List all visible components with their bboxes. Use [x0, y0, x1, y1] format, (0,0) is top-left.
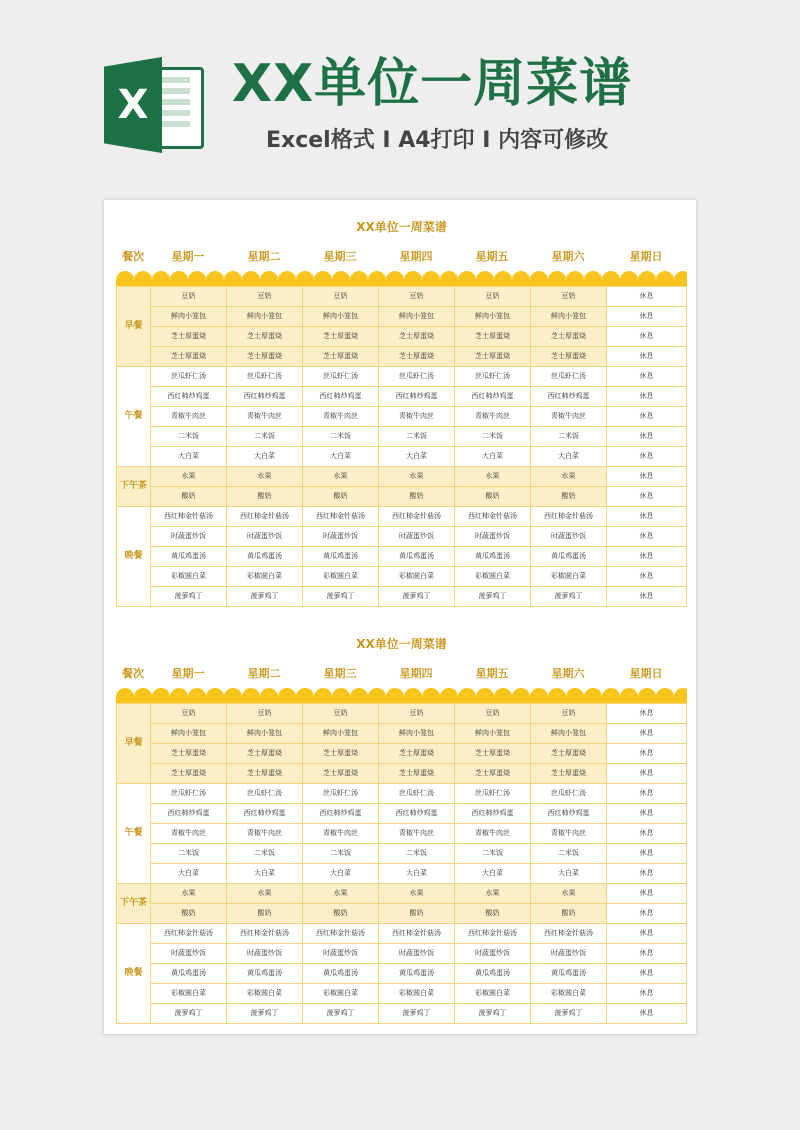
dish-cell[interactable]: 菠萝鸡丁: [303, 1004, 379, 1024]
dish-cell[interactable]: 丝瓜虾仁汤: [531, 784, 607, 804]
rest-cell[interactable]: 休息: [607, 287, 687, 307]
dish-cell[interactable]: 西红柿金针菇汤: [303, 924, 379, 944]
dish-cell[interactable]: 豆奶: [379, 287, 455, 307]
weekday-header: 星期二: [247, 667, 281, 680]
weekday-header: 星期三: [323, 667, 357, 680]
dish-cell[interactable]: 酸奶: [151, 904, 227, 924]
dish-cell[interactable]: 西红柿金针菇汤: [151, 924, 227, 944]
dish-cell[interactable]: 彩椒圆白菜: [379, 567, 455, 587]
dish-cell[interactable]: 芝士厚蛋烧: [227, 764, 303, 784]
dish-cell[interactable]: 西红柿金针菇汤: [531, 507, 607, 527]
dish-cell[interactable]: 豆奶: [151, 287, 227, 307]
table-row: [117, 427, 687, 447]
dish-cell[interactable]: 鲜肉小笼包: [531, 724, 607, 744]
weekday-header: 星期六: [551, 667, 585, 680]
meal-column-header: 餐次: [122, 667, 144, 680]
dish-cell[interactable]: 芝士厚蛋烧: [531, 327, 607, 347]
dish-cell[interactable]: 彩椒圆白菜: [227, 567, 303, 587]
dish-cell[interactable]: 大白菜: [303, 447, 379, 467]
dish-cell[interactable]: 菠萝鸡丁: [455, 587, 531, 607]
dish-cell[interactable]: 时蔬蛋炒饭: [227, 944, 303, 964]
dish-cell[interactable]: 时蔬蛋炒饭: [227, 527, 303, 547]
rest-cell[interactable]: 休息: [607, 844, 687, 864]
dish-cell[interactable]: 水果: [151, 884, 227, 904]
dish-cell[interactable]: 二米饭: [303, 427, 379, 447]
dish-cell[interactable]: 鲜肉小笼包: [379, 307, 455, 327]
dish-cell[interactable]: 青椒牛肉丝: [303, 407, 379, 427]
dish-cell[interactable]: 西红柿金针菇汤: [227, 924, 303, 944]
dish-cell[interactable]: 鲜肉小笼包: [531, 307, 607, 327]
dish-cell[interactable]: 水果: [531, 884, 607, 904]
dish-cell[interactable]: 西红柿金针菇汤: [227, 507, 303, 527]
dish-cell[interactable]: 时蔬蛋炒饭: [379, 944, 455, 964]
dish-cell[interactable]: 彩椒圆白菜: [151, 567, 227, 587]
dish-cell[interactable]: 酸奶: [151, 487, 227, 507]
dish-cell[interactable]: 芝士厚蛋烧: [455, 347, 531, 367]
weekday-header: 星期二: [247, 250, 281, 263]
dish-cell[interactable]: 彩椒圆白菜: [303, 984, 379, 1004]
table-row: [117, 1004, 687, 1024]
weekday-header: 星期一: [171, 250, 205, 263]
dish-cell[interactable]: 酸奶: [303, 487, 379, 507]
dish-cell[interactable]: 大白菜: [455, 864, 531, 884]
dish-cell[interactable]: 青椒牛肉丝: [379, 407, 455, 427]
rest-cell[interactable]: 休息: [607, 924, 687, 944]
rest-cell[interactable]: 休息: [607, 804, 687, 824]
meal-label: 早餐: [117, 287, 151, 367]
dish-cell[interactable]: 时蔬蛋炒饭: [379, 527, 455, 547]
rest-cell[interactable]: 休息: [607, 764, 687, 784]
dish-cell[interactable]: 黄瓜鸡蛋汤: [303, 964, 379, 984]
dish-cell[interactable]: 鲜肉小笼包: [455, 307, 531, 327]
dish-cell[interactable]: 芝士厚蛋烧: [455, 744, 531, 764]
dish-cell[interactable]: 丝瓜虾仁汤: [455, 367, 531, 387]
dish-cell[interactable]: 芝士厚蛋烧: [151, 347, 227, 367]
dish-cell[interactable]: 豆奶: [151, 704, 227, 724]
dish-cell[interactable]: 芝士厚蛋烧: [151, 327, 227, 347]
dish-cell[interactable]: 黄瓜鸡蛋汤: [151, 964, 227, 984]
dish-cell[interactable]: 西红柿炒鸡蛋: [455, 387, 531, 407]
table-row: [117, 964, 687, 984]
dish-cell[interactable]: 酸奶: [531, 487, 607, 507]
table-row: [117, 407, 687, 427]
dish-cell[interactable]: 二米饭: [151, 844, 227, 864]
dish-cell[interactable]: 丝瓜虾仁汤: [303, 367, 379, 387]
dish-cell[interactable]: 菠萝鸡丁: [151, 587, 227, 607]
dish-cell[interactable]: 豆奶: [455, 287, 531, 307]
dish-cell[interactable]: 彩椒圆白菜: [455, 567, 531, 587]
table-row: [117, 567, 687, 587]
weekday-header: 星期日: [629, 250, 663, 263]
dish-cell[interactable]: 西红柿炒鸡蛋: [151, 387, 227, 407]
dish-cell[interactable]: 菠萝鸡丁: [227, 1004, 303, 1024]
table-row: [117, 744, 687, 764]
rest-cell[interactable]: 休息: [607, 944, 687, 964]
sheet-title: XX单位一周菜谱: [356, 637, 447, 651]
dish-cell[interactable]: 鲜肉小笼包: [227, 307, 303, 327]
rest-cell[interactable]: 休息: [607, 904, 687, 924]
dish-cell[interactable]: 大白菜: [151, 864, 227, 884]
dish-cell[interactable]: 西红柿金针菇汤: [151, 507, 227, 527]
rest-cell[interactable]: 休息: [607, 744, 687, 764]
weekday-header: 星期一: [171, 667, 205, 680]
sheet-title: XX单位一周菜谱: [356, 220, 447, 234]
dish-cell[interactable]: 黄瓜鸡蛋汤: [379, 547, 455, 567]
weekday-header: 星期四: [399, 250, 433, 263]
table-row: [117, 864, 687, 884]
dish-cell[interactable]: 黄瓜鸡蛋汤: [455, 964, 531, 984]
dish-cell[interactable]: 西红柿炒鸡蛋: [303, 387, 379, 407]
rest-cell[interactable]: 休息: [607, 307, 687, 327]
dish-cell[interactable]: 黄瓜鸡蛋汤: [151, 547, 227, 567]
dish-cell[interactable]: 二米饭: [303, 844, 379, 864]
table-row: [117, 467, 687, 487]
dish-cell[interactable]: 丝瓜虾仁汤: [227, 367, 303, 387]
dish-cell[interactable]: 大白菜: [531, 864, 607, 884]
dish-cell[interactable]: 彩椒圆白菜: [455, 984, 531, 1004]
table-row: [117, 587, 687, 607]
dish-cell[interactable]: 豆奶: [303, 287, 379, 307]
table-row: [117, 547, 687, 567]
dish-cell[interactable]: 丝瓜虾仁汤: [227, 784, 303, 804]
dish-cell[interactable]: 酸奶: [455, 487, 531, 507]
menu-table: [116, 286, 687, 607]
rest-cell[interactable]: 休息: [607, 1004, 687, 1024]
dish-cell[interactable]: 西红柿炒鸡蛋: [227, 804, 303, 824]
dish-cell[interactable]: 芝士厚蛋烧: [379, 327, 455, 347]
header-banner: [0, 0, 800, 190]
rest-cell[interactable]: 休息: [607, 527, 687, 547]
dish-cell[interactable]: 芝士厚蛋烧: [227, 327, 303, 347]
dish-cell[interactable]: 芝士厚蛋烧: [531, 347, 607, 367]
dish-cell[interactable]: 西红柿金针菇汤: [379, 924, 455, 944]
dish-cell[interactable]: 青椒牛肉丝: [379, 824, 455, 844]
dish-cell[interactable]: 丝瓜虾仁汤: [303, 784, 379, 804]
rest-cell[interactable]: 休息: [607, 784, 687, 804]
dish-cell[interactable]: 水果: [379, 467, 455, 487]
dish-cell[interactable]: 水果: [455, 467, 531, 487]
rest-cell[interactable]: 休息: [607, 704, 687, 724]
dish-cell[interactable]: 丝瓜虾仁汤: [531, 367, 607, 387]
dish-cell[interactable]: 青椒牛肉丝: [151, 407, 227, 427]
dish-cell[interactable]: 西红柿炒鸡蛋: [151, 804, 227, 824]
dish-cell[interactable]: 菠萝鸡丁: [303, 587, 379, 607]
dish-cell[interactable]: 西红柿炒鸡蛋: [531, 387, 607, 407]
rest-cell[interactable]: 休息: [607, 487, 687, 507]
table-row: [117, 327, 687, 347]
table-row: [117, 507, 687, 527]
dish-cell[interactable]: 西红柿炒鸡蛋: [531, 804, 607, 824]
page-subtitle: Excel格式 I A4打印 I 内容可修改: [266, 128, 609, 153]
dish-cell[interactable]: 芝士厚蛋烧: [379, 764, 455, 784]
dish-cell[interactable]: 酸奶: [379, 487, 455, 507]
dish-cell[interactable]: 酸奶: [227, 904, 303, 924]
dish-cell[interactable]: 水果: [151, 467, 227, 487]
dish-cell[interactable]: 鲜肉小笼包: [151, 724, 227, 744]
dish-cell[interactable]: 鲜肉小笼包: [455, 724, 531, 744]
dish-cell[interactable]: 彩椒圆白菜: [531, 984, 607, 1004]
table-row: [117, 287, 687, 307]
dish-cell[interactable]: 水果: [303, 467, 379, 487]
dish-cell[interactable]: 水果: [303, 884, 379, 904]
dish-cell[interactable]: 鲜肉小笼包: [227, 724, 303, 744]
dish-cell[interactable]: 水果: [227, 467, 303, 487]
dish-cell[interactable]: 黄瓜鸡蛋汤: [531, 547, 607, 567]
dish-cell[interactable]: 大白菜: [303, 864, 379, 884]
dish-cell[interactable]: 大白菜: [151, 447, 227, 467]
dish-cell[interactable]: 芝士厚蛋烧: [227, 347, 303, 367]
dish-cell[interactable]: 丝瓜虾仁汤: [151, 367, 227, 387]
dish-cell[interactable]: 青椒牛肉丝: [151, 824, 227, 844]
dish-cell[interactable]: 二米饭: [227, 844, 303, 864]
meal-label: 早餐: [117, 704, 151, 784]
dish-cell[interactable]: 二米饭: [455, 844, 531, 864]
dish-cell[interactable]: 青椒牛肉丝: [455, 824, 531, 844]
dish-cell[interactable]: 彩椒圆白菜: [151, 984, 227, 1004]
meal-label: 午餐: [117, 784, 151, 884]
dish-cell[interactable]: 酸奶: [227, 487, 303, 507]
menu-table: [116, 703, 687, 1024]
dish-cell[interactable]: 二米饭: [531, 844, 607, 864]
dish-cell[interactable]: 菠萝鸡丁: [227, 587, 303, 607]
rest-cell[interactable]: 休息: [607, 387, 687, 407]
dish-cell[interactable]: 西红柿炒鸡蛋: [379, 804, 455, 824]
dish-cell[interactable]: 彩椒圆白菜: [379, 984, 455, 1004]
dish-cell[interactable]: 时蔬蛋炒饭: [151, 944, 227, 964]
weekday-header: 星期六: [551, 250, 585, 263]
rest-cell[interactable]: 休息: [607, 327, 687, 347]
dish-cell[interactable]: 菠萝鸡丁: [455, 1004, 531, 1024]
weekday-header: 星期三: [323, 250, 357, 263]
excel-icon-letter: X: [117, 82, 149, 128]
dish-cell[interactable]: 西红柿金针菇汤: [379, 507, 455, 527]
rest-cell[interactable]: 休息: [607, 824, 687, 844]
page-title: XX单位一周菜谱: [232, 54, 633, 114]
rest-cell[interactable]: 休息: [607, 467, 687, 487]
dish-cell[interactable]: 酸奶: [303, 904, 379, 924]
dish-cell[interactable]: 芝士厚蛋烧: [303, 327, 379, 347]
meal-label: 下午茶: [117, 467, 151, 507]
dish-cell[interactable]: 菠萝鸡丁: [531, 1004, 607, 1024]
weekday-header: 星期日: [629, 667, 663, 680]
dish-cell[interactable]: 豆奶: [227, 287, 303, 307]
table-row: [117, 367, 687, 387]
scalloped-divider: [116, 268, 687, 288]
dish-cell[interactable]: 芝士厚蛋烧: [379, 347, 455, 367]
rest-cell[interactable]: 休息: [607, 724, 687, 744]
meal-label: 晚餐: [117, 507, 151, 607]
dish-cell[interactable]: 鲜肉小笼包: [379, 724, 455, 744]
dish-cell[interactable]: 西红柿金针菇汤: [455, 507, 531, 527]
table-row: [117, 844, 687, 864]
dish-cell[interactable]: 时蔬蛋炒饭: [303, 527, 379, 547]
dish-cell[interactable]: 西红柿炒鸡蛋: [455, 804, 531, 824]
dish-cell[interactable]: 黄瓜鸡蛋汤: [227, 547, 303, 567]
dish-cell[interactable]: 豆奶: [303, 704, 379, 724]
table-row: [117, 944, 687, 964]
table-row: [117, 447, 687, 467]
dish-cell[interactable]: 芝士厚蛋烧: [303, 764, 379, 784]
meal-label: 晚餐: [117, 924, 151, 1024]
meal-column-header: 餐次: [122, 250, 144, 263]
table-row: [117, 804, 687, 824]
table-row: [117, 387, 687, 407]
rest-cell[interactable]: 休息: [607, 984, 687, 1004]
day-header-row: [116, 248, 687, 266]
dish-cell[interactable]: 大白菜: [379, 864, 455, 884]
dish-cell[interactable]: 黄瓜鸡蛋汤: [379, 964, 455, 984]
rest-cell[interactable]: 休息: [607, 507, 687, 527]
dish-cell[interactable]: 芝士厚蛋烧: [151, 744, 227, 764]
rest-cell[interactable]: 休息: [607, 547, 687, 567]
rest-cell[interactable]: 休息: [607, 884, 687, 904]
dish-cell[interactable]: 丝瓜虾仁汤: [151, 784, 227, 804]
dish-cell[interactable]: 时蔬蛋炒饭: [151, 527, 227, 547]
document-paper: [104, 200, 696, 1034]
table-row: [117, 307, 687, 327]
dish-cell[interactable]: 青椒牛肉丝: [531, 407, 607, 427]
dish-cell[interactable]: 二米饭: [379, 427, 455, 447]
dish-cell[interactable]: 芝士厚蛋烧: [303, 744, 379, 764]
excel-icon: [104, 57, 200, 153]
table-row: [117, 724, 687, 744]
table-row: [117, 347, 687, 367]
dish-cell[interactable]: 彩椒圆白菜: [227, 984, 303, 1004]
dish-cell[interactable]: 酸奶: [379, 904, 455, 924]
rest-cell[interactable]: 休息: [607, 567, 687, 587]
meal-label: 午餐: [117, 367, 151, 467]
dish-cell[interactable]: 酸奶: [531, 904, 607, 924]
meal-label: 下午茶: [117, 884, 151, 924]
dish-cell[interactable]: 丝瓜虾仁汤: [455, 784, 531, 804]
scalloped-divider: [116, 685, 687, 705]
dish-cell[interactable]: 大白菜: [455, 447, 531, 467]
dish-cell[interactable]: 鲜肉小笼包: [303, 724, 379, 744]
dish-cell[interactable]: 菠萝鸡丁: [151, 1004, 227, 1024]
dish-cell[interactable]: 时蔬蛋炒饭: [531, 527, 607, 547]
dish-cell[interactable]: 酸奶: [455, 904, 531, 924]
dish-cell[interactable]: 鲜肉小笼包: [151, 307, 227, 327]
dish-cell[interactable]: 丝瓜虾仁汤: [379, 367, 455, 387]
table-row: [117, 784, 687, 804]
dish-cell[interactable]: 黄瓜鸡蛋汤: [303, 547, 379, 567]
dish-cell[interactable]: 鲜肉小笼包: [303, 307, 379, 327]
dish-cell[interactable]: 二米饭: [531, 427, 607, 447]
dish-cell[interactable]: 豆奶: [455, 704, 531, 724]
dish-cell[interactable]: 芝士厚蛋烧: [303, 347, 379, 367]
dish-cell[interactable]: 豆奶: [227, 704, 303, 724]
dish-cell[interactable]: 水果: [379, 884, 455, 904]
dish-cell[interactable]: 西红柿金针菇汤: [531, 924, 607, 944]
dish-cell[interactable]: 西红柿炒鸡蛋: [379, 387, 455, 407]
dish-cell[interactable]: 时蔬蛋炒饭: [455, 527, 531, 547]
dish-cell[interactable]: 二米饭: [227, 427, 303, 447]
table-row: [117, 924, 687, 944]
dish-cell[interactable]: 西红柿炒鸡蛋: [227, 387, 303, 407]
dish-cell[interactable]: 豆奶: [379, 704, 455, 724]
weekday-header: 星期四: [399, 667, 433, 680]
dish-cell[interactable]: 彩椒圆白菜: [531, 567, 607, 587]
dish-cell[interactable]: 芝士厚蛋烧: [531, 744, 607, 764]
dish-cell[interactable]: 青椒牛肉丝: [531, 824, 607, 844]
dish-cell[interactable]: 二米饭: [151, 427, 227, 447]
dish-cell[interactable]: 黄瓜鸡蛋汤: [531, 964, 607, 984]
rest-cell[interactable]: 休息: [607, 407, 687, 427]
dish-cell[interactable]: 菠萝鸡丁: [379, 1004, 455, 1024]
dish-cell[interactable]: 水果: [455, 884, 531, 904]
dish-cell[interactable]: 二米饭: [455, 427, 531, 447]
dish-cell[interactable]: 大白菜: [531, 447, 607, 467]
dish-cell[interactable]: 时蔬蛋炒饭: [455, 944, 531, 964]
dish-cell[interactable]: 黄瓜鸡蛋汤: [227, 964, 303, 984]
dish-cell[interactable]: 西红柿金针菇汤: [303, 507, 379, 527]
table-row: [117, 984, 687, 1004]
dish-cell[interactable]: 彩椒圆白菜: [303, 567, 379, 587]
dish-cell[interactable]: 芝士厚蛋烧: [455, 764, 531, 784]
rest-cell[interactable]: 休息: [607, 864, 687, 884]
dish-cell[interactable]: 青椒牛肉丝: [227, 407, 303, 427]
table-row: [117, 884, 687, 904]
dish-cell[interactable]: 大白菜: [379, 447, 455, 467]
day-header-row: [116, 665, 687, 683]
dish-cell[interactable]: 青椒牛肉丝: [303, 824, 379, 844]
rest-cell[interactable]: 休息: [607, 587, 687, 607]
rest-cell[interactable]: 休息: [607, 447, 687, 467]
dish-cell[interactable]: 黄瓜鸡蛋汤: [455, 547, 531, 567]
dish-cell[interactable]: 芝士厚蛋烧: [151, 764, 227, 784]
rest-cell[interactable]: 休息: [607, 427, 687, 447]
dish-cell[interactable]: 青椒牛肉丝: [455, 407, 531, 427]
table-row: [117, 764, 687, 784]
table-row: [117, 904, 687, 924]
dish-cell[interactable]: 水果: [227, 884, 303, 904]
table-row: [117, 527, 687, 547]
dish-cell[interactable]: 二米饭: [379, 844, 455, 864]
dish-cell[interactable]: 菠萝鸡丁: [531, 587, 607, 607]
dish-cell[interactable]: 水果: [531, 467, 607, 487]
rest-cell[interactable]: 休息: [607, 964, 687, 984]
dish-cell[interactable]: 菠萝鸡丁: [379, 587, 455, 607]
table-row: [117, 824, 687, 844]
dish-cell[interactable]: 西红柿金针菇汤: [455, 924, 531, 944]
table-row: [117, 487, 687, 507]
rest-cell[interactable]: 休息: [607, 347, 687, 367]
dish-cell[interactable]: 芝士厚蛋烧: [227, 744, 303, 764]
dish-cell[interactable]: 青椒牛肉丝: [227, 824, 303, 844]
dish-cell[interactable]: 芝士厚蛋烧: [379, 744, 455, 764]
dish-cell[interactable]: 时蔬蛋炒饭: [531, 944, 607, 964]
weekday-header: 星期五: [475, 667, 509, 680]
dish-cell[interactable]: 丝瓜虾仁汤: [379, 784, 455, 804]
dish-cell[interactable]: 豆奶: [531, 287, 607, 307]
dish-cell[interactable]: 豆奶: [531, 704, 607, 724]
dish-cell[interactable]: 芝士厚蛋烧: [455, 327, 531, 347]
dish-cell[interactable]: 西红柿炒鸡蛋: [303, 804, 379, 824]
dish-cell[interactable]: 大白菜: [227, 864, 303, 884]
weekday-header: 星期五: [475, 250, 509, 263]
rest-cell[interactable]: 休息: [607, 367, 687, 387]
dish-cell[interactable]: 大白菜: [227, 447, 303, 467]
dish-cell[interactable]: 芝士厚蛋烧: [531, 764, 607, 784]
dish-cell[interactable]: 时蔬蛋炒饭: [303, 944, 379, 964]
table-row: [117, 704, 687, 724]
